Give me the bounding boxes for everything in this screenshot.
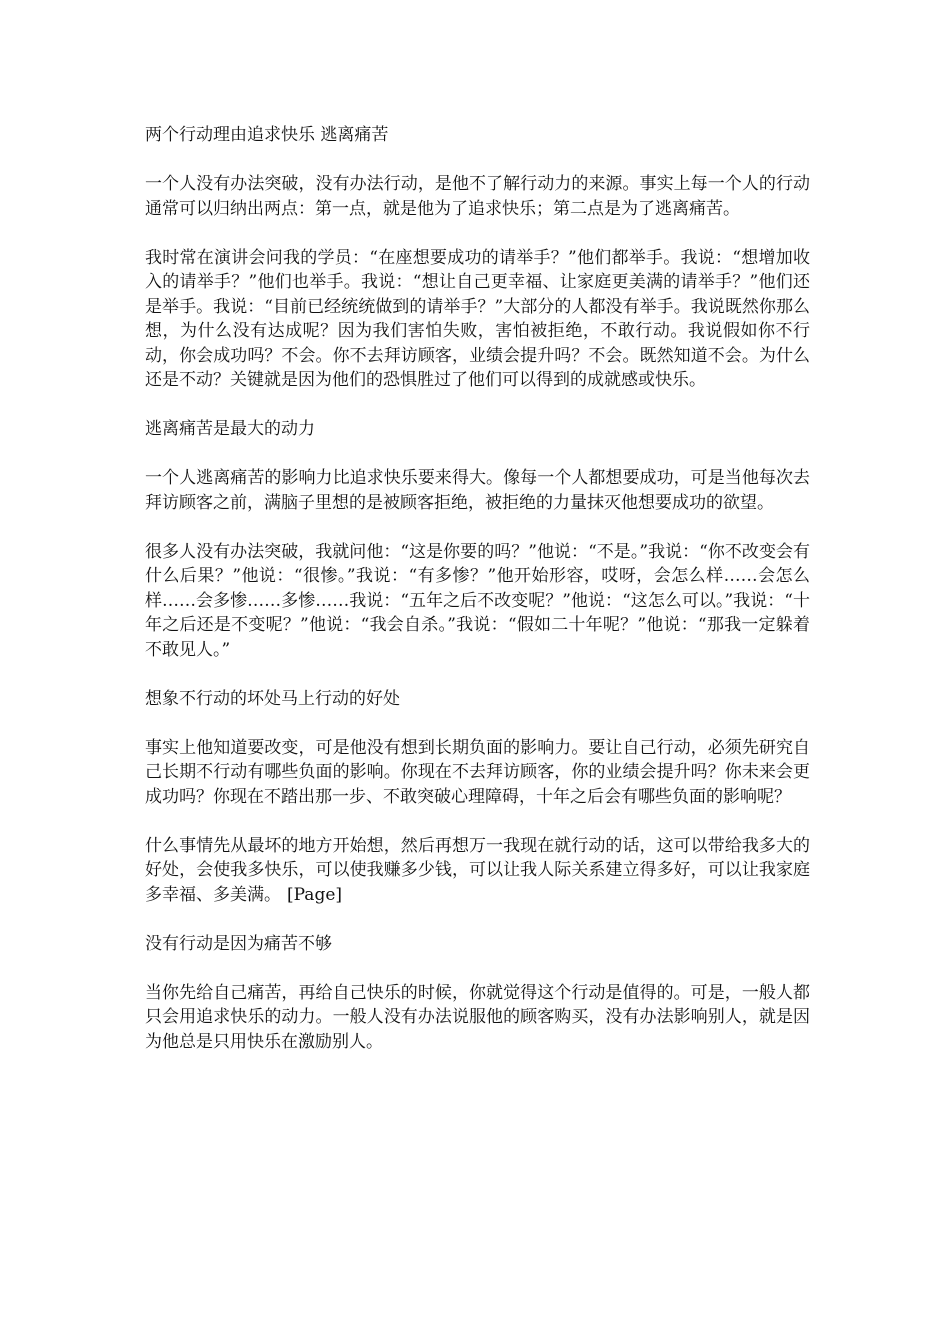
paragraph: 一个人没有办法突破，没有办法行动，是他不了解行动力的来源。事实上每一个人的行动通常可以归纳出两点：第一点，就是他为了追求快乐；第二点是为了逃离痛苦。 bbox=[145, 174, 810, 219]
section-heading: 逃离痛苦是最大的动力 bbox=[145, 419, 315, 439]
document-title: 两个行动理由追求快乐 逃离痛苦 bbox=[145, 125, 389, 145]
paragraph-text: 什么事情先从最坏的地方开始想，然后再想万一我现在就行动的话，这可以带给我多大的好处，会使我多快乐，可以使我赚多少钱，可以让我人际关系建立得多好，可以让我家庭多幸福、多美满。 bbox=[145, 835, 810, 905]
paragraph: 我时常在演讲会问我的学员：“在座想要成功的请举手？”他们都举手。我说：“想增加收入的请举手？”他们也举手。我说：“想让自己更幸福、让家庭更美满的请举手？”他们还是举手。我说：“目前已经统统做到的请举手？”大部分的人都没有举手。我说既然你那么想，为什么没有达成呢？因为我们害怕失败，害怕被拒绝，不敢行动。我说假如你不行动，你会成功吗？不会。你不去拜访顾客，业绩会提升吗？不会。既然知道不会。为什么还是不动？关键就是因为他们的恐惧胜过了他们可以得到的成就感或快乐。 bbox=[145, 247, 810, 390]
section-heading: 想象不行动的坏处马上行动的好处 bbox=[145, 688, 400, 709]
paragraph bbox=[145, 834, 810, 908]
paragraph: 当你先给自己痛苦，再给自己快乐的时候，你就觉得这个行动是值得的。可是，一般人都只会用追求快乐的动力。一般人没有办法说服他的顾客购买，没有办法影响别人，就是因为他总是只用快乐在激励别人。 bbox=[145, 982, 810, 1052]
section-heading: 没有行动是因为痛苦不够 bbox=[145, 933, 332, 954]
paragraph: 一个人逃离痛苦的影响力比追求快乐要来得大。像每一个人都想要成功，可是当他每次去拜访顾客之前，满脑子里想的是被顾客拒绝，被拒绝的力量抹灭他想要成功的欲望。 bbox=[145, 468, 810, 513]
paragraph: 事实上他知道要改变，可是他没有想到长期负面的影响力。要让自己行动，必须先研究自己长期不行动有哪些负面的影响。你现在不去拜访顾客，你的业绩会提升吗？你未来会更成功吗？你现在不踏出那一步、不敢突破心理障碍，十年之后会有哪些负面的影响呢？ bbox=[145, 737, 810, 807]
document-body bbox=[145, 123, 810, 1079]
page-marker: [Page] bbox=[287, 884, 343, 905]
paragraph: 很多人没有办法突破，我就问他：“这是你要的吗？”他说：“不是。”我说：“你不改变会有什么后果？”他说：“很惨。”我说：“有多惨？”他开始形容，哎呀，会怎么样……会怎么样……会多惨……多惨……我说：“五年之后不改变呢？”他说：“这怎么可以。”我说：“十年之后还是不变呢？”他说：“我会自杀。”我说：“假如二十年呢？”他说：“那我一定躲着不敢见人。” bbox=[145, 541, 810, 660]
